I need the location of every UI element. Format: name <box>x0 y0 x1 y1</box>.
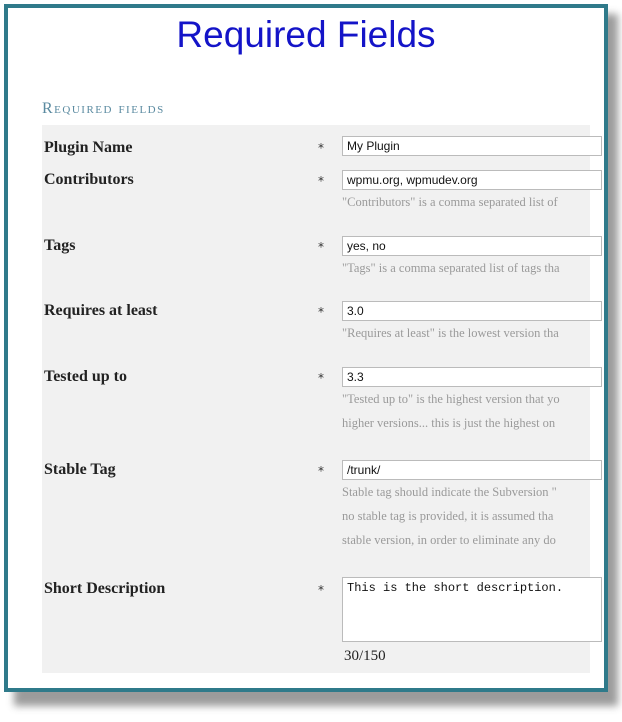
tags-input[interactable]: yes, no <box>342 236 602 256</box>
tested-up-to-hint-line-2: higher versions... this is just the highest on <box>342 416 556 430</box>
required-fields-panel <box>42 125 590 673</box>
tags-label: Tags <box>44 237 76 254</box>
tags-hint: "Tags" is a comma separated list of tags tha <box>342 261 560 275</box>
stable-tag-input[interactable]: /trunk/ <box>342 460 602 480</box>
section-title: Required fields <box>42 100 165 117</box>
tested-up-to-label: Tested up to <box>44 368 127 385</box>
required-star: * <box>318 305 324 319</box>
requires-at-least-input[interactable]: 3.0 <box>342 301 602 321</box>
required-star: * <box>318 174 324 188</box>
short-description-label: Short Description <box>44 580 166 597</box>
required-star: * <box>318 240 324 254</box>
screenshot-frame <box>4 4 608 692</box>
plugin-name-input[interactable]: My Plugin <box>342 136 602 156</box>
requires-at-least-label: Requires at least <box>44 302 158 319</box>
requires-at-least-hint: "Requires at least" is the lowest version tha <box>342 326 559 340</box>
plugin-name-label: Plugin Name <box>44 139 133 156</box>
required-star: * <box>318 371 324 385</box>
contributors-label: Contributors <box>44 171 134 188</box>
tested-up-to-hint-line-1: "Tested up to" is the highest version that yo <box>342 392 560 406</box>
stable-tag-label: Stable Tag <box>44 461 116 478</box>
banner-title: Required Fields <box>176 14 436 55</box>
contributors-input[interactable]: wpmu.org, wpmudev.org <box>342 170 602 190</box>
required-star: * <box>318 464 324 478</box>
required-star: * <box>318 583 324 597</box>
tested-up-to-input[interactable]: 3.3 <box>342 367 602 387</box>
stable-tag-hint-line-1: Stable tag should indicate the Subversion " <box>342 485 557 499</box>
stable-tag-hint-line-3: stable version, in order to eliminate any do <box>342 533 556 547</box>
short-description-textarea[interactable]: This is the short description. <box>342 577 602 642</box>
short-description-char-counter: 30/150 <box>344 648 386 664</box>
required-star: * <box>318 141 324 155</box>
stable-tag-hint-line-2: no stable tag is provided, it is assumed tha <box>342 509 554 523</box>
contributors-hint: "Contributors" is a comma separated list of <box>342 195 558 209</box>
